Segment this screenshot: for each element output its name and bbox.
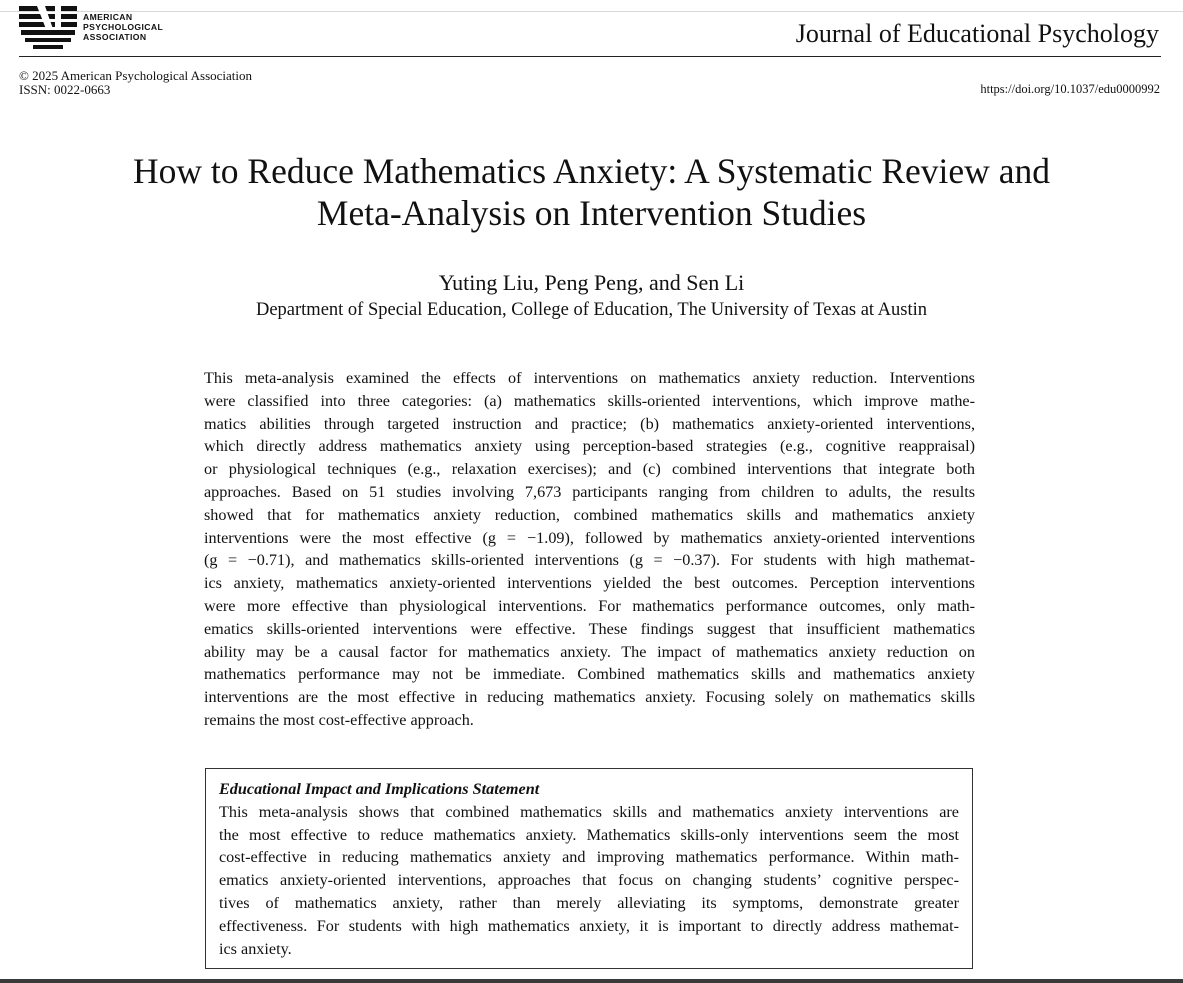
copyright-block — [19, 69, 252, 97]
viewer-bottom-scrollbar[interactable] — [0, 979, 1183, 983]
abstract-line: approaches. Based on 51 studies involving 7,673 participants ranging from children to adults, the results — [204, 482, 975, 501]
apa-logo-icon — [19, 6, 77, 50]
abstract-line: ics anxiety, mathematics anxiety-oriented interventions yielded the best outcomes. Perception interventions — [204, 574, 975, 593]
authors: Yuting Liu, Peng Peng, and Sen Li — [438, 270, 745, 295]
abstract-line: This meta-analysis examined the effects of interventions on mathematics anxiety reduction. Interventions — [204, 369, 975, 387]
abstract-line: were more effective than physiological interventions. For mathematics performance outcomes, only math- — [204, 596, 975, 615]
logo-line-2: PSYCHOLOGICAL — [83, 22, 164, 32]
abstract-line: matics abilities through targeted instruction and practice; (b) mathematics anxiety-oriented interventions, — [204, 414, 975, 433]
abstract-line: (g = −0.71), and mathematics skills-oriented interventions (g = −0.37). For students with high mathemat- — [204, 551, 975, 570]
title-line-1: How to Reduce Mathematics Anxiety: A Systematic Review and — [133, 151, 1050, 191]
apa-wordmark — [83, 12, 163, 42]
impact-statement-line: ematics anxiety-oriented interventions, approaches that focus on changing students’ cognitive perspec- — [219, 871, 959, 890]
abstract-line: showed that for mathematics anxiety reduction, combined mathematics skills and mathematics anxiety — [204, 505, 975, 524]
abstract-line: mathematics performance may not be immediate. Combined mathematics skills and mathematics anxiety — [204, 665, 975, 684]
abstract-line: ematics skills-oriented interventions were effective. These findings suggest that insufficient mathematics — [204, 619, 975, 638]
abstract — [204, 367, 975, 732]
copyright-notice: © 2025 American Psychological Association — [19, 68, 253, 83]
abstract-line: which directly address mathematics anxiety using perception-based strategies (e.g., cognitive reappraisal) — [204, 437, 975, 456]
abstract-line: remains the most cost-effective approach. — [204, 710, 474, 729]
abstract-line: interventions are the most effective in reducing mathematics anxiety. Focusing solely on mathematics skills — [204, 688, 975, 707]
impact-statement-line: cost-effective in reducing mathematics anxiety and improving mathematics performance. Within math- — [219, 848, 959, 867]
top-divider — [0, 11, 1183, 12]
impact-statement-line: tives of mathematics anxiety, rather than merely alleviating its symptoms, demonstrate greater — [219, 893, 959, 912]
title-line-2: Meta-Analysis on Intervention Studies — [316, 193, 867, 233]
article-title — [0, 150, 1183, 234]
journal-title: Journal of Educational Psychology — [795, 19, 1159, 48]
doi-link[interactable]: https://doi.org/10.1037/edu0000992 — [980, 82, 1160, 96]
impact-statement-box — [205, 768, 973, 969]
logo-line-1: AMERICAN — [83, 12, 133, 22]
abstract-line: or physiological techniques (e.g., relaxation exercises); and (c) combined interventions that integrate both — [204, 460, 975, 479]
abstract-line: were classified into three categories: (a) mathematics skills-oriented interventions, which improve mathe- — [204, 391, 975, 410]
impact-statement-line: the most effective to reduce mathematics anxiety. Mathematics skills-only interventions seem the most — [219, 825, 959, 844]
abstract-line: interventions were the most effective (g = −1.09), followed by mathematics anxiety-oriented interventions — [204, 528, 975, 547]
affiliation: Department of Special Education, College of Education, The University of Texas at Austin — [255, 300, 928, 320]
abstract-line: ability may be a causal factor for mathematics anxiety. The impact of mathematics anxiety reduction on — [204, 642, 975, 661]
impact-statement-heading: Educational Impact and Implications Statement — [219, 780, 540, 798]
impact-statement-line: This meta-analysis shows that combined mathematics skills and mathematics anxiety interventions are — [219, 802, 959, 821]
impact-statement-line: effectiveness. For students with high mathematics anxiety, it is important to directly address mathemat- — [219, 916, 959, 935]
apa-logo — [19, 6, 164, 50]
impact-statement-line: ics anxiety. — [219, 939, 292, 958]
header-divider — [19, 56, 1161, 57]
logo-line-3: ASSOCIATION — [83, 32, 147, 42]
issn: ISSN: 0022-0663 — [19, 82, 111, 97]
